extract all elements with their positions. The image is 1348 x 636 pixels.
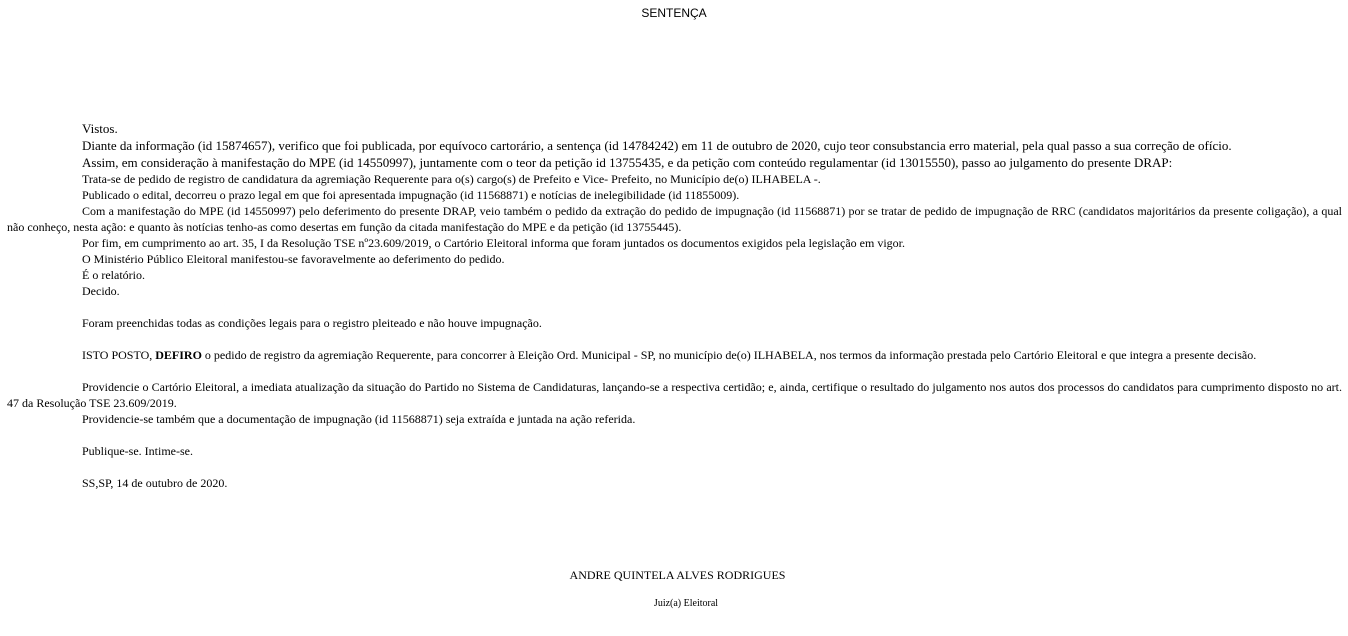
document-title: SENTENÇA — [641, 6, 707, 20]
document-body — [7, 120, 1342, 491]
paragraph-mpe-manifestation: Com a manifestação do MPE (id 14550997) pelo deferimento do presente DRAP, veio também o pedido da extração do pedido de impugnação (id 11568871) por se tratar de pedido de impugnação de RRC (candidatos majoritários da presente coligação), a qual não conheço, nesta ação: e quanto às notícias tenho-as como desertas em função da citada manifestação do MPE e da petição (id 13755445). — [7, 204, 1342, 234]
spacer — [7, 363, 1342, 379]
paragraph-documents: Por fim, em cumprimento ao art. 35, I da Resolução TSE nº23.609/2019, o Cartório Eleitoral informa que foram juntados os documentos exigidos pela legislação em vigor. — [82, 236, 905, 250]
paragraph-mp-opinion: O Ministério Público Eleitoral manifestou-se favoravelmente ao deferimento do pedido. — [82, 252, 505, 266]
paragraph-correction: Diante da informação (id 15874657), verifico que foi publicada, por equívoco cartorário, a sentença (id 14784242) em 11 de outubro de 2020, cujo teor consubstancia erro material, pela qual passo a sua correção de ofício. — [82, 138, 1232, 153]
paragraph-consideration: Assim, em consideração à manifestação do MPE (id 14550997), juntamente com o teor da petição id 13755435, e da petição com conteúdo regulamentar (id 13015550), passo ao julgamento do presente DRAP: — [82, 155, 1173, 170]
paragraph-decision — [7, 347, 1342, 363]
paragraph-providencie-cartorio: Providencie o Cartório Eleitoral, a imediata atualização da situação do Partido no Sistema de Candidaturas, lançando-se a respectiva certidão; e, ainda, certifique o resultado do julgamento nos autos dos processos do candidatos para cumprimento disposto no art. 47 da Resolução TSE 23.609/2019. — [7, 380, 1342, 410]
signature-name: ANDRE QUINTELA ALVES RODRIGUES — [569, 568, 786, 582]
paragraph-conditions: Foram preenchidas todas as condições legais para o registro pleiteado e não houve impugnação. — [82, 316, 542, 330]
spacer — [7, 459, 1342, 475]
spacer — [7, 331, 1342, 347]
paragraph-date: SS,SP, 14 de outubro de 2020. — [82, 476, 228, 490]
spacer — [7, 299, 1342, 315]
paragraph-request: Trata-se de pedido de registro de candidatura da agremiação Requerente para o(s) cargo(s) de Prefeito e Vice- Prefeito, no Município de(o) ILHABELA -. — [82, 172, 821, 186]
decision-lead: ISTO POSTO, — [82, 348, 156, 362]
paragraph-decido: Decido. — [82, 284, 120, 298]
paragraph-publique: Publique-se. Intime-se. — [82, 444, 193, 458]
decision-defiro: DEFIRO — [155, 348, 202, 362]
decision-rest: o pedido de registro da agremiação Requerente, para concorrer à Eleição Ord. Municipal - SP, no município de(o) ILHABELA, nos termos da informação prestada pelo Cartório Eleitoral e que integra a presente decisão. — [201, 348, 1257, 362]
paragraph-vistos: Vistos. — [82, 121, 118, 136]
paragraph-edital: Publicado o edital, decorreu o prazo legal em que foi apresentada impugnação (id 11568871) e notícias de inelegibilidade (id 11855009). — [82, 188, 740, 202]
paragraph-relatorio: É o relatório. — [82, 268, 145, 282]
spacer — [7, 427, 1342, 443]
signature-role: Juiz(a) Eleitoral — [653, 598, 719, 609]
paragraph-providencie-impugnacao: Providencie-se também que a documentação de impugnação (id 11568871) seja extraída e juntada na ação referida. — [82, 412, 636, 426]
